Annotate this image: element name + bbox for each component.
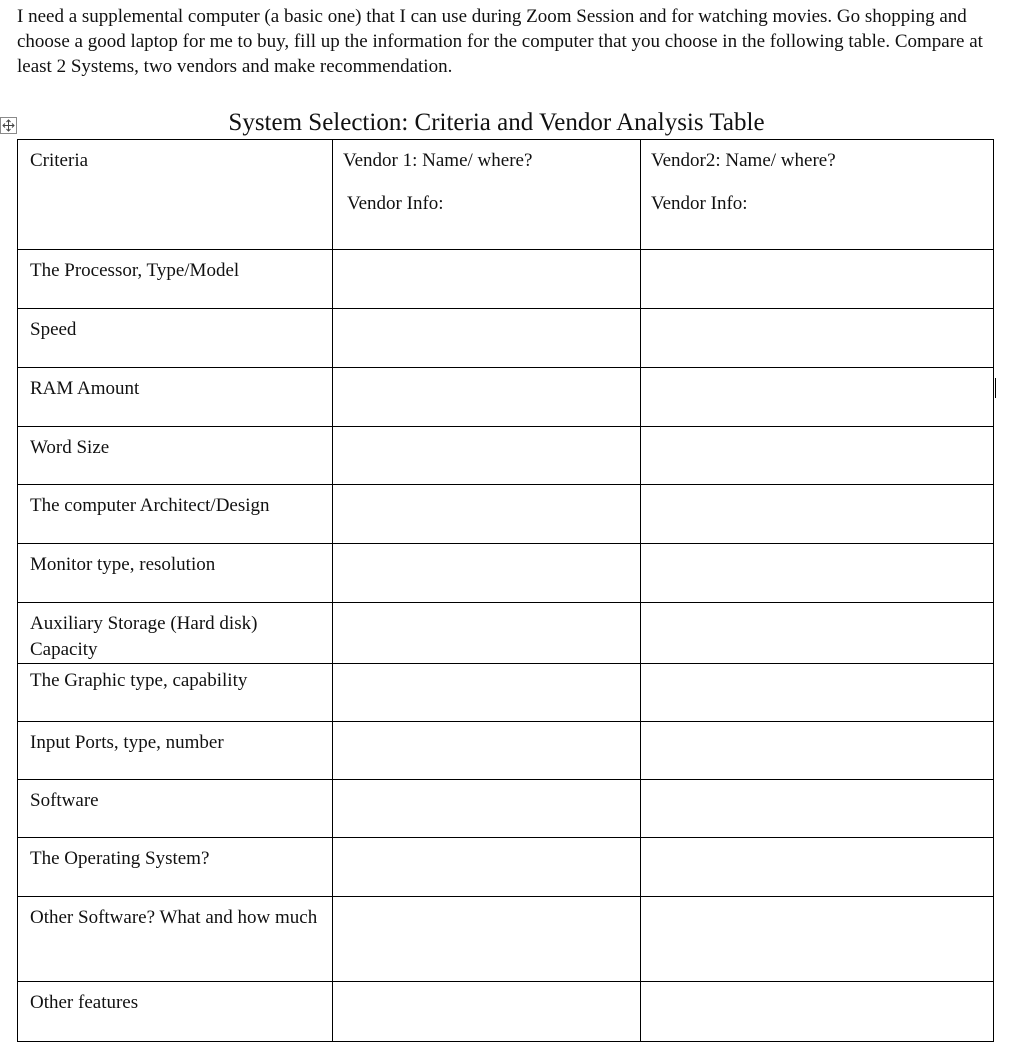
criteria-label: Speed bbox=[30, 319, 77, 340]
vendor2-cell[interactable] bbox=[641, 982, 994, 1042]
vendor1-cell[interactable] bbox=[333, 427, 641, 485]
vendor1-cell[interactable] bbox=[333, 982, 641, 1042]
criteria-label: Monitor type, resolution bbox=[30, 554, 216, 575]
criteria-header-label: Criteria bbox=[30, 150, 89, 171]
criteria-label: The Processor, Type/Model bbox=[30, 260, 240, 281]
criteria-label: Auxiliary Storage (Hard disk) Capacity bbox=[30, 613, 258, 660]
criteria-cell[interactable] bbox=[18, 427, 333, 485]
table-row bbox=[18, 544, 994, 603]
vendor2-cell[interactable] bbox=[641, 485, 994, 544]
table-row bbox=[18, 250, 994, 309]
table-row bbox=[18, 603, 994, 664]
table-row bbox=[18, 897, 994, 982]
vendor2-cell[interactable] bbox=[641, 780, 994, 838]
vendor1-header-cell[interactable] bbox=[333, 140, 641, 250]
table-title: System Selection: Criteria and Vendor Analysis Table bbox=[228, 109, 765, 136]
criteria-cell[interactable] bbox=[18, 309, 333, 368]
criteria-cell[interactable] bbox=[18, 838, 333, 897]
table-header-row bbox=[18, 140, 994, 250]
table-row bbox=[18, 780, 994, 838]
criteria-label: Input Ports, type, number bbox=[30, 732, 224, 753]
vendor2-header-cell[interactable] bbox=[641, 140, 994, 250]
criteria-cell[interactable] bbox=[18, 603, 333, 664]
criteria-cell[interactable] bbox=[18, 485, 333, 544]
vendor2-info-label: Vendor Info: bbox=[651, 193, 748, 214]
criteria-label: Other Software? What and how much bbox=[30, 907, 318, 928]
vendor2-cell[interactable] bbox=[641, 309, 994, 368]
criteria-label: The Operating System? bbox=[30, 848, 210, 869]
table-row bbox=[18, 309, 994, 368]
vendor1-cell[interactable] bbox=[333, 544, 641, 603]
vendor1-cell[interactable] bbox=[333, 722, 641, 780]
vendor1-cell[interactable] bbox=[333, 603, 641, 664]
criteria-cell[interactable] bbox=[18, 780, 333, 838]
criteria-vendor-table bbox=[17, 139, 994, 1042]
criteria-cell[interactable] bbox=[18, 368, 333, 427]
table-row bbox=[18, 722, 994, 780]
table-row bbox=[18, 368, 994, 427]
criteria-cell[interactable] bbox=[18, 897, 333, 982]
vendor1-cell[interactable] bbox=[333, 250, 641, 309]
criteria-label: The Graphic type, capability bbox=[30, 670, 248, 691]
criteria-label: Other features bbox=[30, 992, 139, 1013]
vendor2-cell[interactable] bbox=[641, 250, 994, 309]
vendor1-cell[interactable] bbox=[333, 838, 641, 897]
instructions-paragraph: I need a supplemental computer (a basic one) that I can use during Zoom Session and for watching movies. Go shopping and choose a good laptop for me to buy, fill up the information for the computer that you choose in the following table. Compare at least 2 Systems, two vendors and make recommendation. bbox=[17, 6, 983, 77]
table-row bbox=[18, 427, 994, 485]
criteria-cell[interactable] bbox=[18, 544, 333, 603]
vendor2-cell[interactable] bbox=[641, 664, 994, 722]
vendor1-cell[interactable] bbox=[333, 664, 641, 722]
table-row bbox=[18, 664, 994, 722]
criteria-cell[interactable] bbox=[18, 250, 333, 309]
vendor2-header-label: Vendor2: Name/ where? bbox=[651, 150, 836, 171]
vendor1-header-label: Vendor 1: Name/ where? bbox=[343, 150, 533, 171]
vendor1-cell[interactable] bbox=[333, 368, 641, 427]
vendor2-cell[interactable] bbox=[641, 722, 994, 780]
criteria-label: RAM Amount bbox=[30, 378, 140, 399]
table-row bbox=[18, 485, 994, 544]
vendor1-cell[interactable] bbox=[333, 309, 641, 368]
criteria-label: The computer Architect/Design bbox=[30, 495, 270, 516]
vendor2-cell[interactable] bbox=[641, 838, 994, 897]
criteria-label: Software bbox=[30, 790, 99, 811]
vendor2-cell[interactable] bbox=[641, 368, 994, 427]
table-row bbox=[18, 982, 994, 1042]
vendor1-cell[interactable] bbox=[333, 780, 641, 838]
vendor2-cell[interactable] bbox=[641, 603, 994, 664]
vendor2-cell[interactable] bbox=[641, 897, 994, 982]
criteria-cell[interactable] bbox=[18, 982, 333, 1042]
text-cursor bbox=[995, 378, 996, 398]
criteria-header-cell[interactable] bbox=[18, 140, 333, 250]
criteria-cell[interactable] bbox=[18, 722, 333, 780]
table-row bbox=[18, 838, 994, 897]
vendor1-cell[interactable] bbox=[333, 897, 641, 982]
vendor2-cell[interactable] bbox=[641, 544, 994, 603]
vendor2-cell[interactable] bbox=[641, 427, 994, 485]
vendor1-info-label: Vendor Info: bbox=[347, 193, 444, 214]
criteria-label: Word Size bbox=[30, 437, 110, 458]
vendor1-cell[interactable] bbox=[333, 485, 641, 544]
criteria-cell[interactable] bbox=[18, 664, 333, 722]
